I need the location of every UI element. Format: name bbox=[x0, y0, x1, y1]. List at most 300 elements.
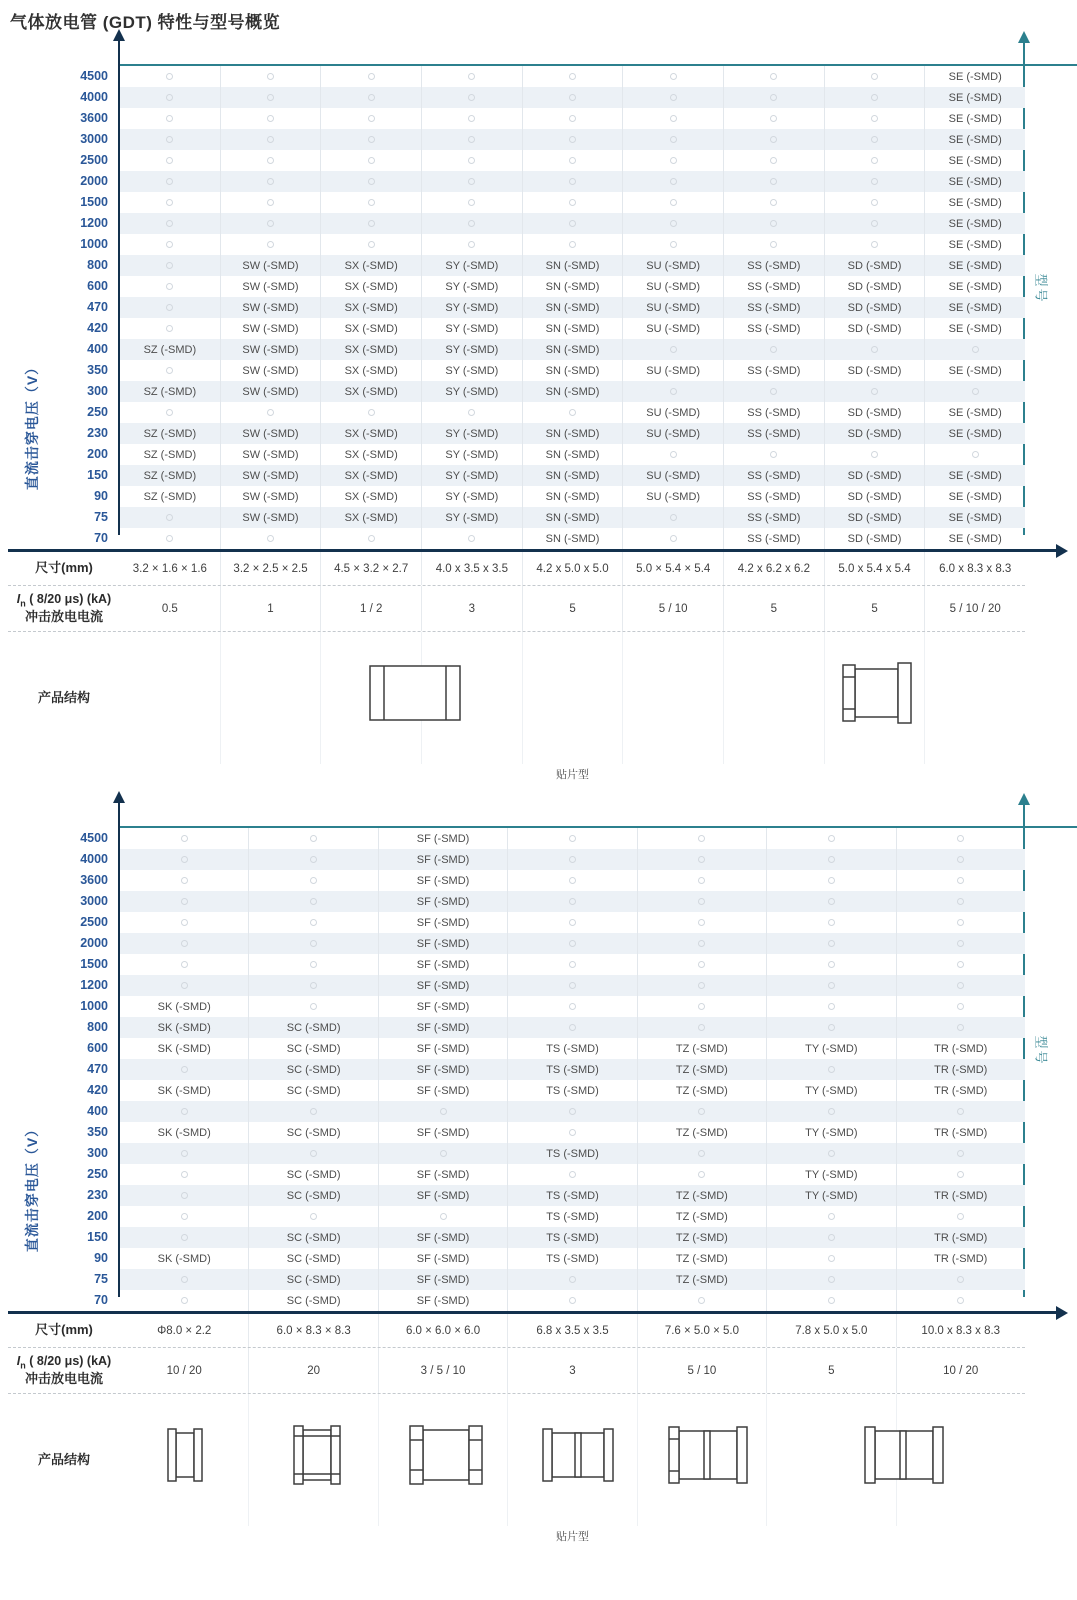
gdt-structure-diagram bbox=[668, 1425, 748, 1485]
empty-marker-icon bbox=[569, 982, 576, 989]
series-cell: SF (-SMD) bbox=[378, 954, 507, 975]
series-cell: SN (-SMD) bbox=[522, 276, 623, 297]
empty-marker-icon bbox=[166, 220, 173, 227]
empty-cell bbox=[421, 150, 522, 171]
voltage-tick-label: 470 bbox=[87, 1062, 108, 1076]
empty-cell bbox=[723, 108, 824, 129]
empty-marker-icon bbox=[569, 1297, 576, 1304]
empty-cell bbox=[120, 507, 220, 528]
empty-cell bbox=[824, 108, 925, 129]
empty-marker-icon bbox=[569, 241, 576, 248]
gdt-structure-diagram bbox=[864, 1425, 944, 1485]
series-cell: SW (-SMD) bbox=[220, 339, 321, 360]
series-cell: SC (-SMD) bbox=[248, 1080, 377, 1101]
series-cell: SN (-SMD) bbox=[522, 486, 623, 507]
empty-marker-icon bbox=[698, 898, 705, 905]
empty-cell bbox=[507, 996, 636, 1017]
empty-cell bbox=[824, 150, 925, 171]
empty-cell bbox=[924, 381, 1025, 402]
impulse-label-line2: 冲击放电电流 bbox=[24, 1371, 103, 1387]
series-cell: SK (-SMD) bbox=[157, 1084, 211, 1097]
empty-marker-icon bbox=[670, 241, 677, 248]
empty-marker-icon bbox=[871, 178, 878, 185]
voltage-tick-label: 420 bbox=[87, 1083, 108, 1097]
y-axis-title: 直流击穿电压（V） bbox=[24, 1121, 40, 1253]
series-cell: TR (-SMD) bbox=[896, 1122, 1025, 1143]
series-cell: SY (-SMD) bbox=[421, 465, 522, 486]
empty-cell bbox=[120, 87, 220, 108]
empty-cell bbox=[320, 171, 421, 192]
empty-cell bbox=[622, 66, 723, 87]
series-cell: SZ (-SMD) bbox=[143, 385, 197, 398]
empty-cell bbox=[421, 87, 522, 108]
voltage-row bbox=[87, 1164, 1025, 1185]
size-value: 5.0 x 5.4 x 5.4 bbox=[824, 552, 925, 585]
empty-marker-icon bbox=[770, 199, 777, 206]
structure-row-label: 产品结构 bbox=[37, 1451, 90, 1467]
empty-marker-icon bbox=[267, 178, 274, 185]
series-cell: SN (-SMD) bbox=[522, 423, 623, 444]
gdt-tube-diagram bbox=[291, 1425, 343, 1485]
empty-cell bbox=[723, 171, 824, 192]
series-cell: SY (-SMD) bbox=[421, 297, 522, 318]
empty-marker-icon bbox=[310, 1150, 317, 1157]
empty-marker-icon bbox=[181, 1192, 188, 1199]
empty-marker-icon bbox=[368, 136, 375, 143]
empty-cell bbox=[507, 1290, 636, 1311]
empty-cell bbox=[248, 849, 377, 870]
voltage-tick-label: 1000 bbox=[80, 237, 108, 251]
series-cell: SE (-SMD) bbox=[924, 150, 1025, 171]
empty-marker-icon bbox=[166, 115, 173, 122]
empty-cell bbox=[637, 1017, 766, 1038]
empty-marker-icon bbox=[310, 940, 317, 947]
voltage-tick-label: 1000 bbox=[80, 999, 108, 1013]
empty-marker-icon bbox=[828, 898, 835, 905]
empty-cell bbox=[766, 1227, 895, 1248]
gdt-chart-bottom bbox=[16, 826, 1049, 1548]
empty-cell bbox=[637, 912, 766, 933]
voltage-row bbox=[80, 108, 1025, 129]
voltage-tick-label: 4500 bbox=[80, 69, 108, 83]
series-cell: SW (-SMD) bbox=[220, 255, 321, 276]
voltage-tick-label: 1500 bbox=[80, 195, 108, 209]
empty-cell bbox=[896, 870, 1025, 891]
empty-cell bbox=[421, 108, 522, 129]
series-cell: SU (-SMD) bbox=[622, 255, 723, 276]
series-cell: SY (-SMD) bbox=[421, 381, 522, 402]
gdt-chart-top bbox=[16, 64, 1049, 786]
series-cell: SE (-SMD) bbox=[924, 213, 1025, 234]
series-cell: SZ (-SMD) bbox=[143, 343, 197, 356]
empty-cell bbox=[637, 891, 766, 912]
size-row bbox=[8, 1314, 1025, 1348]
empty-cell bbox=[622, 234, 723, 255]
empty-cell bbox=[824, 66, 925, 87]
empty-cell bbox=[120, 234, 220, 255]
series-cell: SW (-SMD) bbox=[220, 318, 321, 339]
empty-marker-icon bbox=[698, 1003, 705, 1010]
empty-cell bbox=[248, 870, 377, 891]
empty-marker-icon bbox=[698, 1024, 705, 1031]
voltage-row bbox=[80, 129, 1025, 150]
series-cell: SK (-SMD) bbox=[157, 1021, 211, 1034]
empty-marker-icon bbox=[670, 514, 677, 521]
empty-cell bbox=[896, 849, 1025, 870]
empty-marker-icon bbox=[267, 535, 274, 542]
empty-cell bbox=[248, 996, 377, 1017]
empty-cell bbox=[320, 402, 421, 423]
mount-type-row bbox=[120, 1526, 1025, 1548]
voltage-row bbox=[87, 276, 1025, 297]
empty-cell bbox=[421, 234, 522, 255]
voltage-tick-label: 230 bbox=[87, 426, 108, 440]
chart-footer bbox=[8, 549, 1025, 764]
series-cell: SU (-SMD) bbox=[622, 423, 723, 444]
empty-cell bbox=[637, 1101, 766, 1122]
smd-chip-diagram bbox=[369, 665, 461, 721]
series-cell: SX (-SMD) bbox=[320, 486, 421, 507]
empty-marker-icon bbox=[440, 1213, 447, 1220]
series-cell: SW (-SMD) bbox=[220, 444, 321, 465]
empty-marker-icon bbox=[698, 940, 705, 947]
impulse-value: 5 bbox=[723, 586, 824, 631]
empty-marker-icon bbox=[468, 199, 475, 206]
empty-cell bbox=[766, 1101, 895, 1122]
empty-marker-icon bbox=[828, 1297, 835, 1304]
empty-cell bbox=[507, 849, 636, 870]
empty-cell bbox=[637, 828, 766, 849]
empty-marker-icon bbox=[569, 919, 576, 926]
series-cell: SF (-SMD) bbox=[378, 996, 507, 1017]
voltage-tick-label: 4000 bbox=[80, 852, 108, 866]
empty-marker-icon bbox=[267, 94, 274, 101]
empty-marker-icon bbox=[166, 73, 173, 80]
smd-tube-diagram bbox=[842, 662, 912, 724]
empty-cell bbox=[622, 528, 723, 549]
size-value: 6.0 x 8.3 x 8.3 bbox=[924, 552, 1025, 585]
empty-marker-icon bbox=[670, 220, 677, 227]
empty-cell bbox=[248, 954, 377, 975]
empty-cell bbox=[248, 933, 377, 954]
empty-marker-icon bbox=[957, 982, 964, 989]
series-cell: SY (-SMD) bbox=[421, 276, 522, 297]
empty-cell bbox=[766, 912, 895, 933]
series-cell: TS (-SMD) bbox=[507, 1143, 636, 1164]
empty-marker-icon bbox=[166, 157, 173, 164]
empty-marker-icon bbox=[267, 409, 274, 416]
voltage-row bbox=[87, 1206, 1025, 1227]
empty-cell bbox=[637, 1164, 766, 1185]
series-cell: TR (-SMD) bbox=[896, 1080, 1025, 1101]
empty-cell bbox=[120, 1143, 248, 1164]
series-cell: SE (-SMD) bbox=[924, 402, 1025, 423]
empty-marker-icon bbox=[569, 199, 576, 206]
size-value: 4.5 × 3.2 × 2.7 bbox=[320, 552, 421, 585]
series-cell: TZ (-SMD) bbox=[637, 1038, 766, 1059]
empty-cell bbox=[766, 849, 895, 870]
voltage-row bbox=[87, 318, 1025, 339]
empty-cell bbox=[896, 975, 1025, 996]
series-cell: TY (-SMD) bbox=[766, 1122, 895, 1143]
series-cell: SS (-SMD) bbox=[723, 276, 824, 297]
empty-cell bbox=[723, 66, 824, 87]
empty-cell bbox=[622, 192, 723, 213]
series-cell: SU (-SMD) bbox=[622, 360, 723, 381]
series-cell: SS (-SMD) bbox=[723, 402, 824, 423]
empty-marker-icon bbox=[569, 115, 576, 122]
series-cell: TS (-SMD) bbox=[507, 1206, 636, 1227]
series-cell: SC (-SMD) bbox=[248, 1017, 377, 1038]
empty-cell bbox=[220, 66, 321, 87]
empty-cell bbox=[248, 828, 377, 849]
empty-marker-icon bbox=[569, 136, 576, 143]
empty-marker-icon bbox=[166, 241, 173, 248]
empty-cell bbox=[120, 255, 220, 276]
structure-cell bbox=[622, 632, 723, 764]
empty-marker-icon bbox=[871, 73, 878, 80]
empty-cell bbox=[637, 849, 766, 870]
empty-marker-icon bbox=[957, 1171, 964, 1178]
series-cell: SZ (-SMD) bbox=[143, 490, 197, 503]
empty-marker-icon bbox=[972, 451, 979, 458]
empty-marker-icon bbox=[569, 409, 576, 416]
empty-cell bbox=[320, 234, 421, 255]
empty-marker-icon bbox=[770, 220, 777, 227]
empty-cell bbox=[120, 1206, 248, 1227]
empty-cell bbox=[896, 933, 1025, 954]
empty-marker-icon bbox=[698, 919, 705, 926]
empty-marker-icon bbox=[957, 1024, 964, 1031]
series-cell: SX (-SMD) bbox=[320, 339, 421, 360]
empty-cell bbox=[896, 954, 1025, 975]
series-cell: SW (-SMD) bbox=[220, 360, 321, 381]
empty-marker-icon bbox=[828, 1003, 835, 1010]
series-cell: TY (-SMD) bbox=[766, 1080, 895, 1101]
empty-marker-icon bbox=[770, 451, 777, 458]
empty-cell bbox=[421, 129, 522, 150]
series-cell: SF (-SMD) bbox=[378, 933, 507, 954]
series-cell: SE (-SMD) bbox=[924, 276, 1025, 297]
empty-marker-icon bbox=[828, 1108, 835, 1115]
voltage-row bbox=[80, 66, 1025, 87]
empty-cell bbox=[824, 339, 925, 360]
structure-cell bbox=[924, 632, 1025, 764]
series-cell: SU (-SMD) bbox=[622, 318, 723, 339]
series-cell: SW (-SMD) bbox=[220, 507, 321, 528]
chart-footer bbox=[8, 1311, 1025, 1526]
empty-cell bbox=[248, 891, 377, 912]
series-cell: SN (-SMD) bbox=[522, 444, 623, 465]
voltage-tick-label: 200 bbox=[87, 1209, 108, 1223]
empty-cell bbox=[766, 870, 895, 891]
empty-marker-icon bbox=[368, 157, 375, 164]
empty-cell bbox=[924, 339, 1025, 360]
voltage-row bbox=[87, 1143, 1025, 1164]
voltage-row bbox=[87, 465, 1025, 486]
series-cell: SN (-SMD) bbox=[522, 465, 623, 486]
series-cell: SS (-SMD) bbox=[723, 423, 824, 444]
empty-marker-icon bbox=[770, 136, 777, 143]
size-value: 6.8 x 3.5 x 3.5 bbox=[507, 1314, 636, 1347]
voltage-row bbox=[80, 150, 1025, 171]
empty-marker-icon bbox=[166, 409, 173, 416]
voltage-tick-label: 150 bbox=[87, 468, 108, 482]
empty-cell bbox=[622, 444, 723, 465]
empty-marker-icon bbox=[368, 73, 375, 80]
empty-marker-icon bbox=[670, 535, 677, 542]
empty-cell bbox=[896, 1017, 1025, 1038]
series-cell: SN (-SMD) bbox=[522, 507, 623, 528]
empty-marker-icon bbox=[468, 73, 475, 80]
gdt-tube-diagram bbox=[409, 1425, 483, 1485]
empty-marker-icon bbox=[957, 961, 964, 968]
series-cell: TZ (-SMD) bbox=[637, 1206, 766, 1227]
series-cell: TS (-SMD) bbox=[507, 1059, 636, 1080]
empty-marker-icon bbox=[181, 1108, 188, 1115]
series-cell: SY (-SMD) bbox=[421, 507, 522, 528]
size-value: 6.0 × 6.0 × 6.0 bbox=[378, 1314, 507, 1347]
empty-marker-icon bbox=[828, 877, 835, 884]
empty-cell bbox=[522, 171, 623, 192]
series-cell: SF (-SMD) bbox=[378, 1248, 507, 1269]
empty-marker-icon bbox=[569, 178, 576, 185]
empty-marker-icon bbox=[368, 409, 375, 416]
empty-cell bbox=[824, 234, 925, 255]
series-cell: SU (-SMD) bbox=[622, 276, 723, 297]
series-cell: SE (-SMD) bbox=[924, 423, 1025, 444]
empty-marker-icon bbox=[670, 388, 677, 395]
model-axis-label: 型号 bbox=[1033, 273, 1049, 304]
empty-cell bbox=[723, 213, 824, 234]
voltage-tick-label: 350 bbox=[87, 363, 108, 377]
series-cell: SW (-SMD) bbox=[220, 423, 321, 444]
voltage-tick-label: 300 bbox=[87, 1146, 108, 1160]
series-cell: SY (-SMD) bbox=[421, 339, 522, 360]
empty-marker-icon bbox=[698, 1108, 705, 1115]
empty-marker-icon bbox=[698, 877, 705, 884]
voltage-row bbox=[94, 507, 1025, 528]
empty-marker-icon bbox=[828, 1255, 835, 1262]
structure-row-label: 产品结构 bbox=[37, 689, 90, 705]
empty-cell bbox=[120, 828, 248, 849]
series-cell: SW (-SMD) bbox=[220, 276, 321, 297]
voltage-row bbox=[87, 1227, 1025, 1248]
empty-marker-icon bbox=[957, 856, 964, 863]
empty-cell bbox=[622, 108, 723, 129]
empty-marker-icon bbox=[957, 835, 964, 842]
empty-cell bbox=[120, 1290, 248, 1311]
empty-marker-icon bbox=[871, 346, 878, 353]
empty-marker-icon bbox=[698, 1297, 705, 1304]
series-cell: SE (-SMD) bbox=[924, 297, 1025, 318]
series-cell: SY (-SMD) bbox=[421, 444, 522, 465]
voltage-tick-label: 90 bbox=[94, 489, 108, 503]
structure-row bbox=[8, 632, 1025, 764]
empty-cell bbox=[637, 1290, 766, 1311]
series-cell: SX (-SMD) bbox=[320, 360, 421, 381]
empty-cell bbox=[824, 87, 925, 108]
empty-cell bbox=[220, 213, 321, 234]
empty-marker-icon bbox=[698, 856, 705, 863]
series-cell: SX (-SMD) bbox=[320, 318, 421, 339]
series-cell: SD (-SMD) bbox=[824, 297, 925, 318]
empty-cell bbox=[378, 1143, 507, 1164]
series-cell: SC (-SMD) bbox=[248, 1248, 377, 1269]
empty-marker-icon bbox=[871, 199, 878, 206]
size-value: Φ8.0 × 2.2 bbox=[157, 1324, 212, 1337]
series-cell: SE (-SMD) bbox=[924, 66, 1025, 87]
voltage-row bbox=[80, 954, 1025, 975]
empty-marker-icon bbox=[770, 178, 777, 185]
size-cells bbox=[120, 552, 1025, 585]
voltage-tick-label: 2000 bbox=[80, 174, 108, 188]
voltage-row bbox=[87, 423, 1025, 444]
empty-cell bbox=[766, 1290, 895, 1311]
empty-marker-icon bbox=[670, 94, 677, 101]
impulse-value: 10 / 20 bbox=[166, 1364, 202, 1377]
series-cell: SS (-SMD) bbox=[723, 528, 824, 549]
empty-cell bbox=[378, 1206, 507, 1227]
series-cell: SC (-SMD) bbox=[248, 1059, 377, 1080]
series-cell: TR (-SMD) bbox=[896, 1227, 1025, 1248]
empty-marker-icon bbox=[698, 1171, 705, 1178]
empty-cell bbox=[120, 1164, 248, 1185]
empty-marker-icon bbox=[670, 346, 677, 353]
mount-type-label: 贴片型 bbox=[556, 1531, 589, 1543]
empty-marker-icon bbox=[267, 157, 274, 164]
empty-cell bbox=[220, 150, 321, 171]
empty-cell bbox=[320, 213, 421, 234]
empty-marker-icon bbox=[828, 940, 835, 947]
empty-marker-icon bbox=[698, 835, 705, 842]
empty-cell bbox=[120, 1185, 248, 1206]
empty-marker-icon bbox=[828, 1234, 835, 1241]
empty-cell bbox=[120, 192, 220, 213]
empty-cell bbox=[248, 975, 377, 996]
empty-cell bbox=[522, 66, 623, 87]
empty-cell bbox=[723, 381, 824, 402]
series-cell: SW (-SMD) bbox=[220, 381, 321, 402]
impulse-label-line1: $I_n$ ( 8/20 μs) (kA) bbox=[16, 1353, 112, 1370]
size-value: 6.0 × 8.3 × 8.3 bbox=[248, 1314, 377, 1347]
empty-cell bbox=[924, 444, 1025, 465]
series-cell: TR (-SMD) bbox=[896, 1185, 1025, 1206]
empty-cell bbox=[824, 213, 925, 234]
structure-cells bbox=[120, 1394, 1025, 1526]
empty-cell bbox=[120, 276, 220, 297]
series-cell: SW (-SMD) bbox=[220, 486, 321, 507]
empty-marker-icon bbox=[440, 1108, 447, 1115]
empty-marker-icon bbox=[569, 157, 576, 164]
empty-marker-icon bbox=[670, 73, 677, 80]
series-cell: SF (-SMD) bbox=[378, 1269, 507, 1290]
empty-marker-icon bbox=[166, 136, 173, 143]
voltage-row bbox=[87, 1122, 1025, 1143]
empty-marker-icon bbox=[310, 877, 317, 884]
empty-marker-icon bbox=[770, 94, 777, 101]
empty-cell bbox=[622, 150, 723, 171]
voltage-tick-label: 470 bbox=[87, 300, 108, 314]
structure-cell bbox=[522, 632, 623, 764]
voltage-tick-label: 600 bbox=[87, 1041, 108, 1055]
empty-marker-icon bbox=[181, 1171, 188, 1178]
voltage-row bbox=[80, 912, 1025, 933]
voltage-tick-label: 3600 bbox=[80, 111, 108, 125]
series-cell: SS (-SMD) bbox=[723, 486, 824, 507]
axis-arrow-up-icon bbox=[1018, 31, 1030, 43]
empty-marker-icon bbox=[770, 241, 777, 248]
